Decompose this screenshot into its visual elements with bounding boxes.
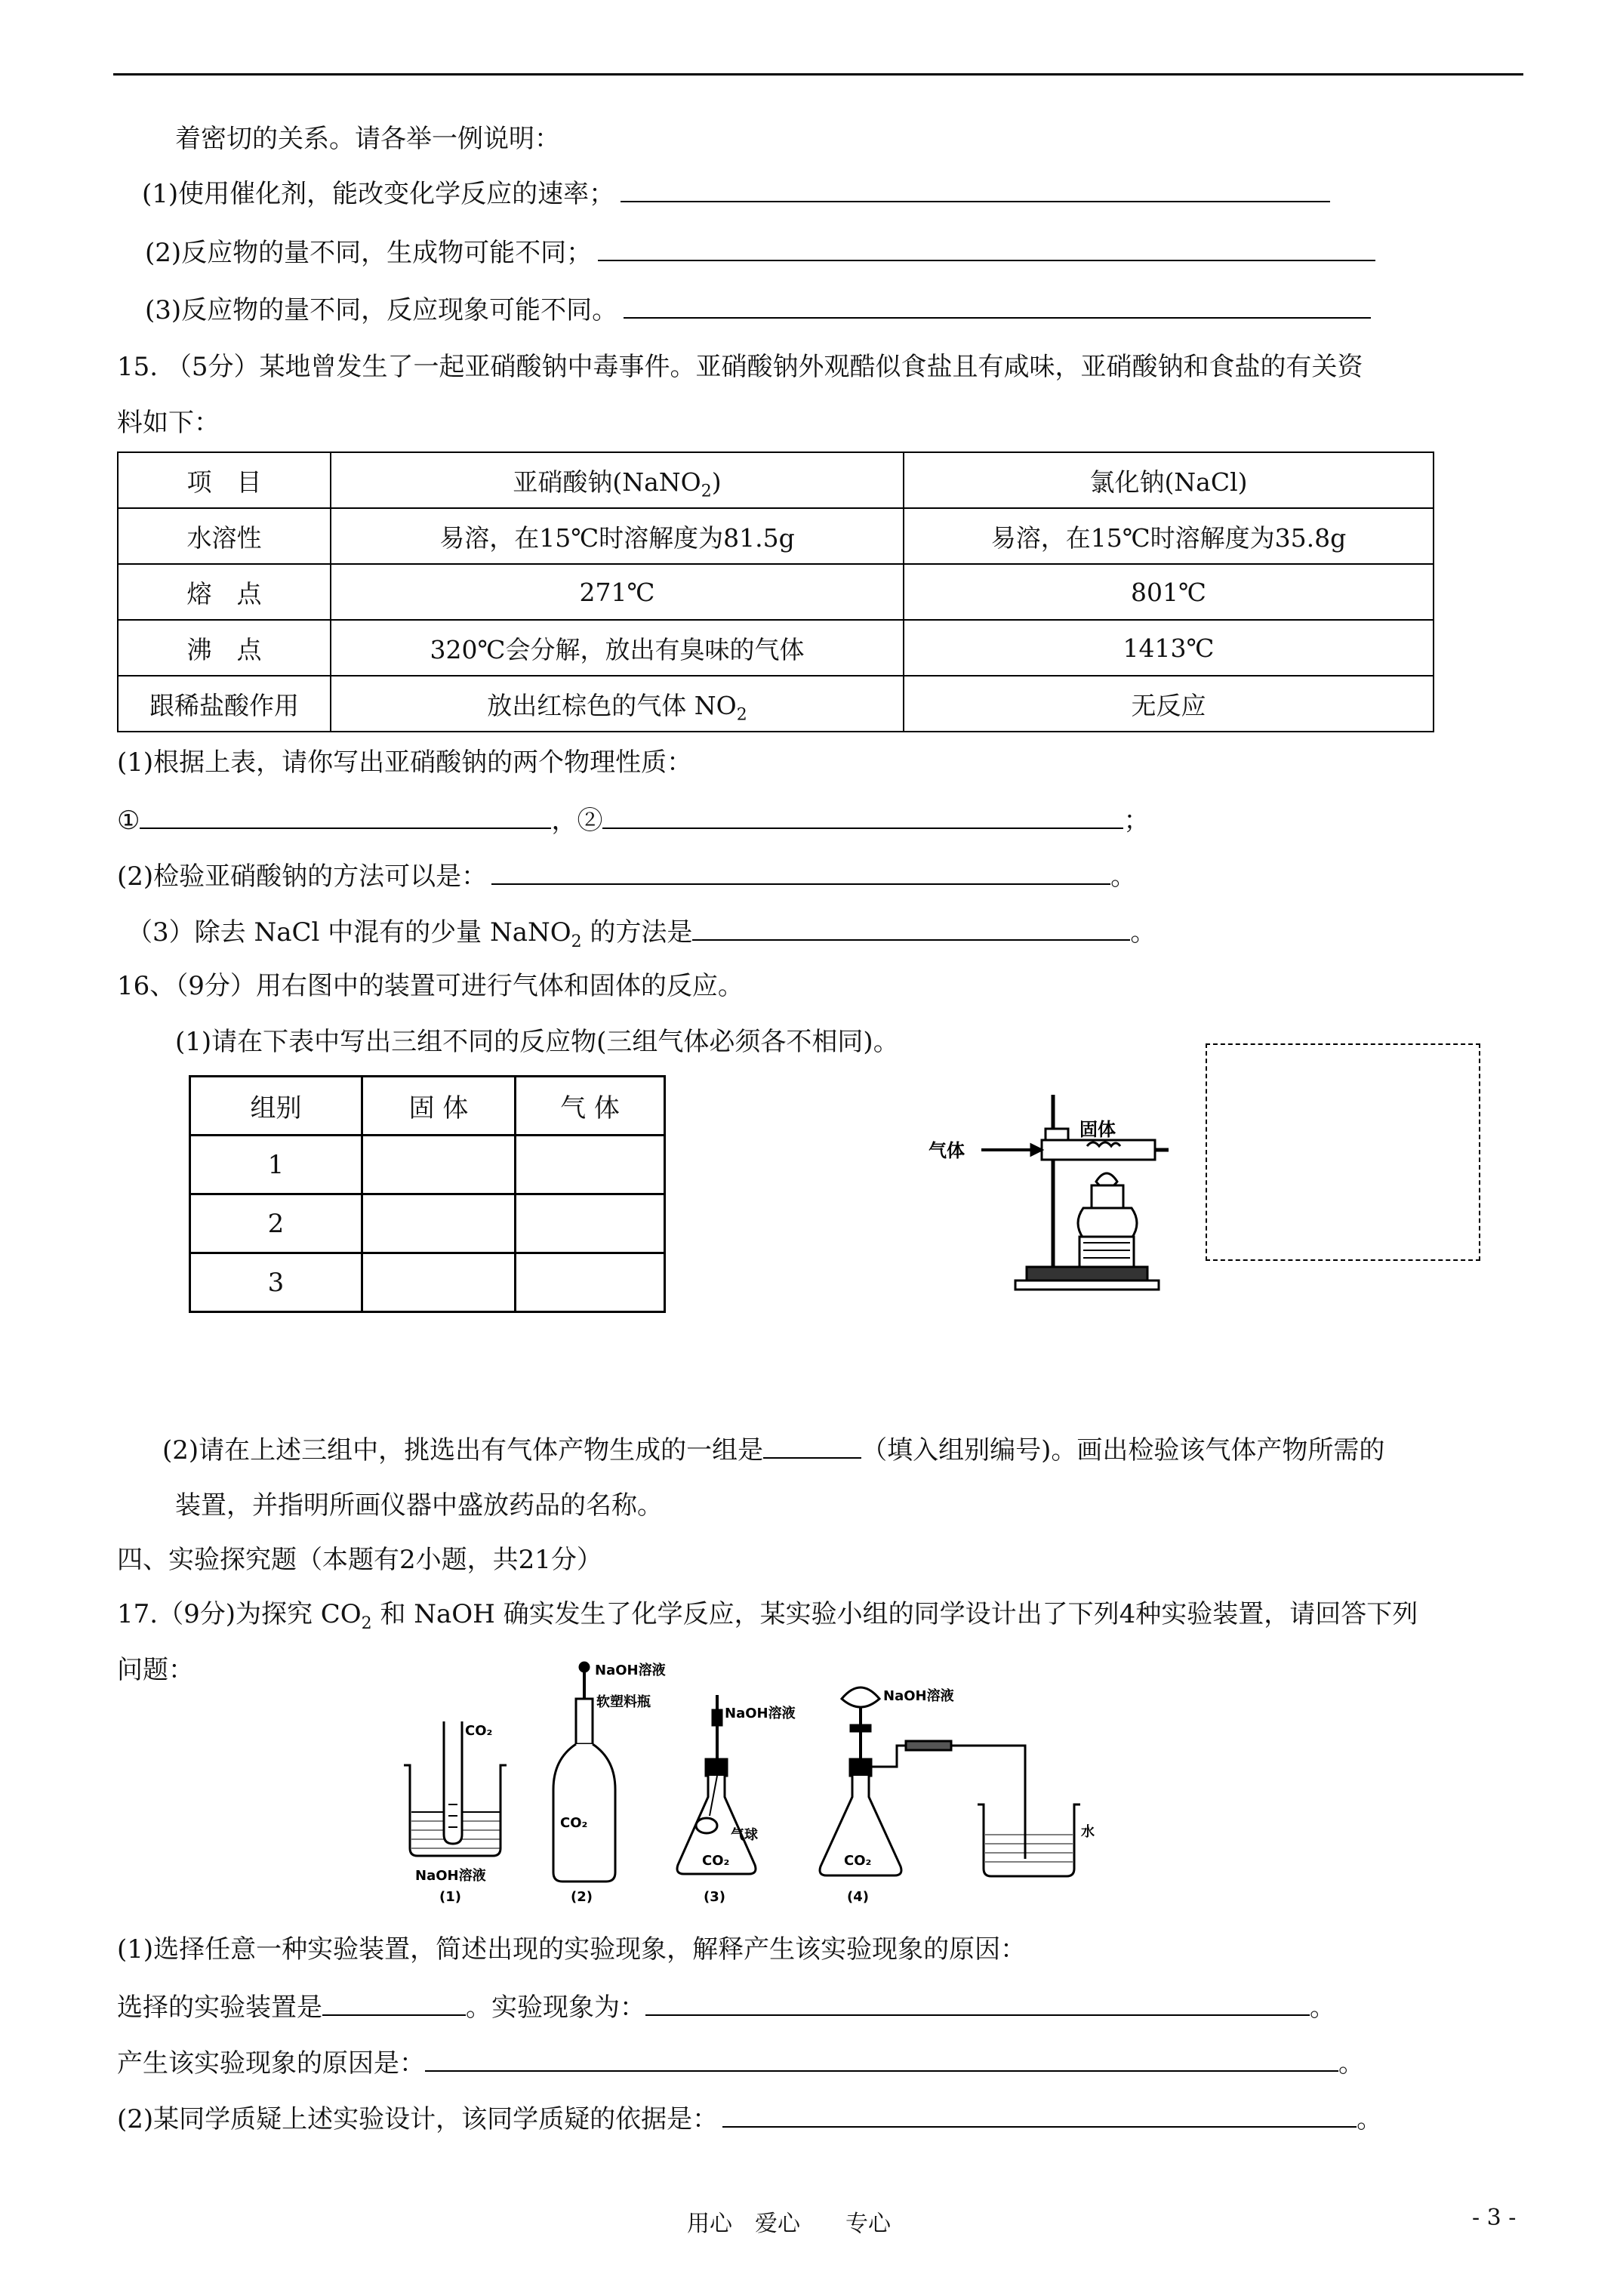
water-label: 水 xyxy=(1081,1824,1095,1840)
table-cell: 熔 点 xyxy=(118,564,331,620)
table-header-cell: 组别 xyxy=(190,1077,362,1136)
q17-stem-line2: 问题： xyxy=(117,1655,194,1685)
table-cell: 1413℃ xyxy=(904,620,1434,676)
table-header-cell: 固 体 xyxy=(362,1077,516,1136)
q15-sub1: (1)根据上表，请你写出亚硝酸钠的两个物理性质： xyxy=(117,747,693,778)
co2-label: CO₂ xyxy=(560,1815,588,1831)
co2-label: CO₂ xyxy=(844,1853,872,1869)
q17-sub2: (2)某同学质疑上述实验设计，该同学质疑的依据是： 。 xyxy=(117,2100,1382,2137)
q16-sub2: (2)请在上述三组中，挑选出有气体产物生成的一组是 （填入组别编号)。画出检验该气体产物所需的 xyxy=(162,1432,1384,1469)
q14-intro: 着密切的关系。请各举一例说明： xyxy=(175,124,560,154)
table-row xyxy=(190,1194,665,1253)
q15-sub3: （3）除去 NaCl 中混有的少量 NaNO$_2$ 的方法是 。 xyxy=(127,914,1156,951)
tube-furnace-apparatus-figure xyxy=(929,1072,1170,1306)
co2-label: CO₂ xyxy=(702,1853,730,1869)
figure-label: (4) xyxy=(847,1889,869,1905)
table-cell: 271℃ xyxy=(331,564,904,620)
figure-label: (2) xyxy=(571,1889,593,1905)
table-row xyxy=(118,620,1434,676)
table-row xyxy=(190,1136,665,1194)
answer-blank[interactable] xyxy=(692,914,1130,941)
answer-blank[interactable] xyxy=(602,802,1123,829)
page-number: - 3 - xyxy=(1472,2205,1517,2231)
table-cell: 放出红棕色的气体 $NO_2$ xyxy=(331,676,904,732)
properties-table xyxy=(117,451,1434,732)
drawing-area[interactable] xyxy=(1206,1043,1480,1261)
answer-blank[interactable] xyxy=(491,858,1110,885)
q16-sub1: (1)请在下表中写出三组不同的反应物(三组气体必须各不相同)。 xyxy=(175,1027,899,1057)
q15-stem-line2: 料如下： xyxy=(117,408,220,438)
q17-stem: 17.（9分)为探究 $CO_2$ 和 NaOH 确实发生了化学反应，某实验小组的同学设计出了下列4种实验装置，请回答下列 xyxy=(117,1599,1418,1633)
naoh-label: NaOH溶液 xyxy=(883,1688,954,1704)
table-cell: 320℃会分解，放出有臭味的气体 xyxy=(331,620,904,676)
gas-input-cell[interactable] xyxy=(516,1253,665,1312)
table-cell: 沸 点 xyxy=(118,620,331,676)
table-cell: 3 xyxy=(190,1253,362,1312)
naoh-label: NaOH溶液 xyxy=(595,1663,666,1678)
balloon-label: 气球 xyxy=(731,1827,758,1843)
co2-naoh-apparatus-figure xyxy=(393,1653,1147,1910)
q17-sub1: (1)选择任意一种实验装置，简述出现的实验现象，解释产生该实验现象的原因： xyxy=(117,1934,1027,1965)
header-rule xyxy=(113,73,1523,76)
table-row xyxy=(190,1253,665,1312)
q17-choose-line: 选择的实验装置是 。实验现象为： 。 xyxy=(117,1989,1335,2026)
table-cell: 1 xyxy=(190,1136,362,1194)
table-row xyxy=(118,676,1434,732)
table-cell: 2 xyxy=(190,1194,362,1253)
solid-input-cell[interactable] xyxy=(362,1194,516,1253)
answer-blank[interactable] xyxy=(425,2045,1338,2072)
q15-stem-line1: 15. （5分）某地曾发生了一起亚硝酸钠中毒事件。亚硝酸钠外观酷似食盐且有咸味，亚硝酸钠和食盐的有关资 xyxy=(117,352,1363,382)
table-cell: 易溶，在15℃时溶解度为35.8g xyxy=(904,508,1434,564)
section-heading: 四、实验探究题（本题有2小题，共21分） xyxy=(117,1545,602,1575)
table-cell: 项 目 xyxy=(118,452,331,508)
table-row xyxy=(118,452,1434,508)
table-cell: 水溶性 xyxy=(118,508,331,564)
q17-reason-line: 产生该实验现象的原因是： 。 xyxy=(117,2045,1364,2082)
naoh-label: NaOH溶液 xyxy=(415,1868,486,1884)
soft-bottle-label: 软塑料瓶 xyxy=(596,1694,651,1710)
table-cell: 无反应 xyxy=(904,676,1434,732)
table-cell: 801℃ xyxy=(904,564,1434,620)
reactants-table xyxy=(189,1075,666,1313)
answer-blank[interactable] xyxy=(645,1989,1310,2016)
answer-blank[interactable] xyxy=(621,175,1330,202)
q15-sub2: (2)检验亚硝酸钠的方法可以是： 。 xyxy=(117,858,1136,895)
q16-stem: 16、（9分）用右图中的装置可进行气体和固体的反应。 xyxy=(117,971,744,1001)
answer-blank[interactable] xyxy=(322,1989,466,2016)
q14-item2: (2)反应物的量不同，生成物可能不同； xyxy=(145,234,1375,271)
q16-sub2-line2: 装置，并指明所画仪器中盛放药品的名称。 xyxy=(175,1490,663,1521)
q14-item3: (3)反应物的量不同，反应现象可能不同。 xyxy=(145,291,1371,328)
answer-blank[interactable] xyxy=(598,234,1375,261)
table-cell: 跟稀盐酸作用 xyxy=(118,676,331,732)
gas-label: 气体 xyxy=(929,1140,965,1161)
table-row xyxy=(190,1077,665,1136)
co2-label: CO₂ xyxy=(465,1723,493,1739)
naoh-label: NaOH溶液 xyxy=(725,1706,796,1721)
solid-label: 固体 xyxy=(1079,1119,1116,1140)
table-cell: 亚硝酸钠(NaNO$_2$) xyxy=(331,452,904,508)
table-row xyxy=(118,564,1434,620)
q14-item1: (1)使用催化剂，能改变化学反应的速率； xyxy=(142,175,1330,212)
figure-label: (1) xyxy=(439,1889,461,1905)
table-cell: 易溶，在15℃时溶解度为81.5g xyxy=(331,508,904,564)
answer-blank[interactable] xyxy=(624,291,1371,319)
solid-input-cell[interactable] xyxy=(362,1136,516,1194)
table-cell: 氯化钠(NaCl) xyxy=(904,452,1434,508)
answer-blank[interactable] xyxy=(763,1432,861,1459)
table-row xyxy=(118,508,1434,564)
gas-input-cell[interactable] xyxy=(516,1194,665,1253)
table-header-cell: 气 体 xyxy=(516,1077,665,1136)
answer-blank[interactable] xyxy=(140,802,551,829)
gas-input-cell[interactable] xyxy=(516,1136,665,1194)
answer-blank[interactable] xyxy=(722,2100,1357,2128)
figure-label: (3) xyxy=(704,1889,725,1905)
footer-slogan: 用心 爱心 专心 xyxy=(687,2211,891,2237)
q15-answer-line: ① ，② ； xyxy=(117,802,1149,839)
solid-input-cell[interactable] xyxy=(362,1253,516,1312)
